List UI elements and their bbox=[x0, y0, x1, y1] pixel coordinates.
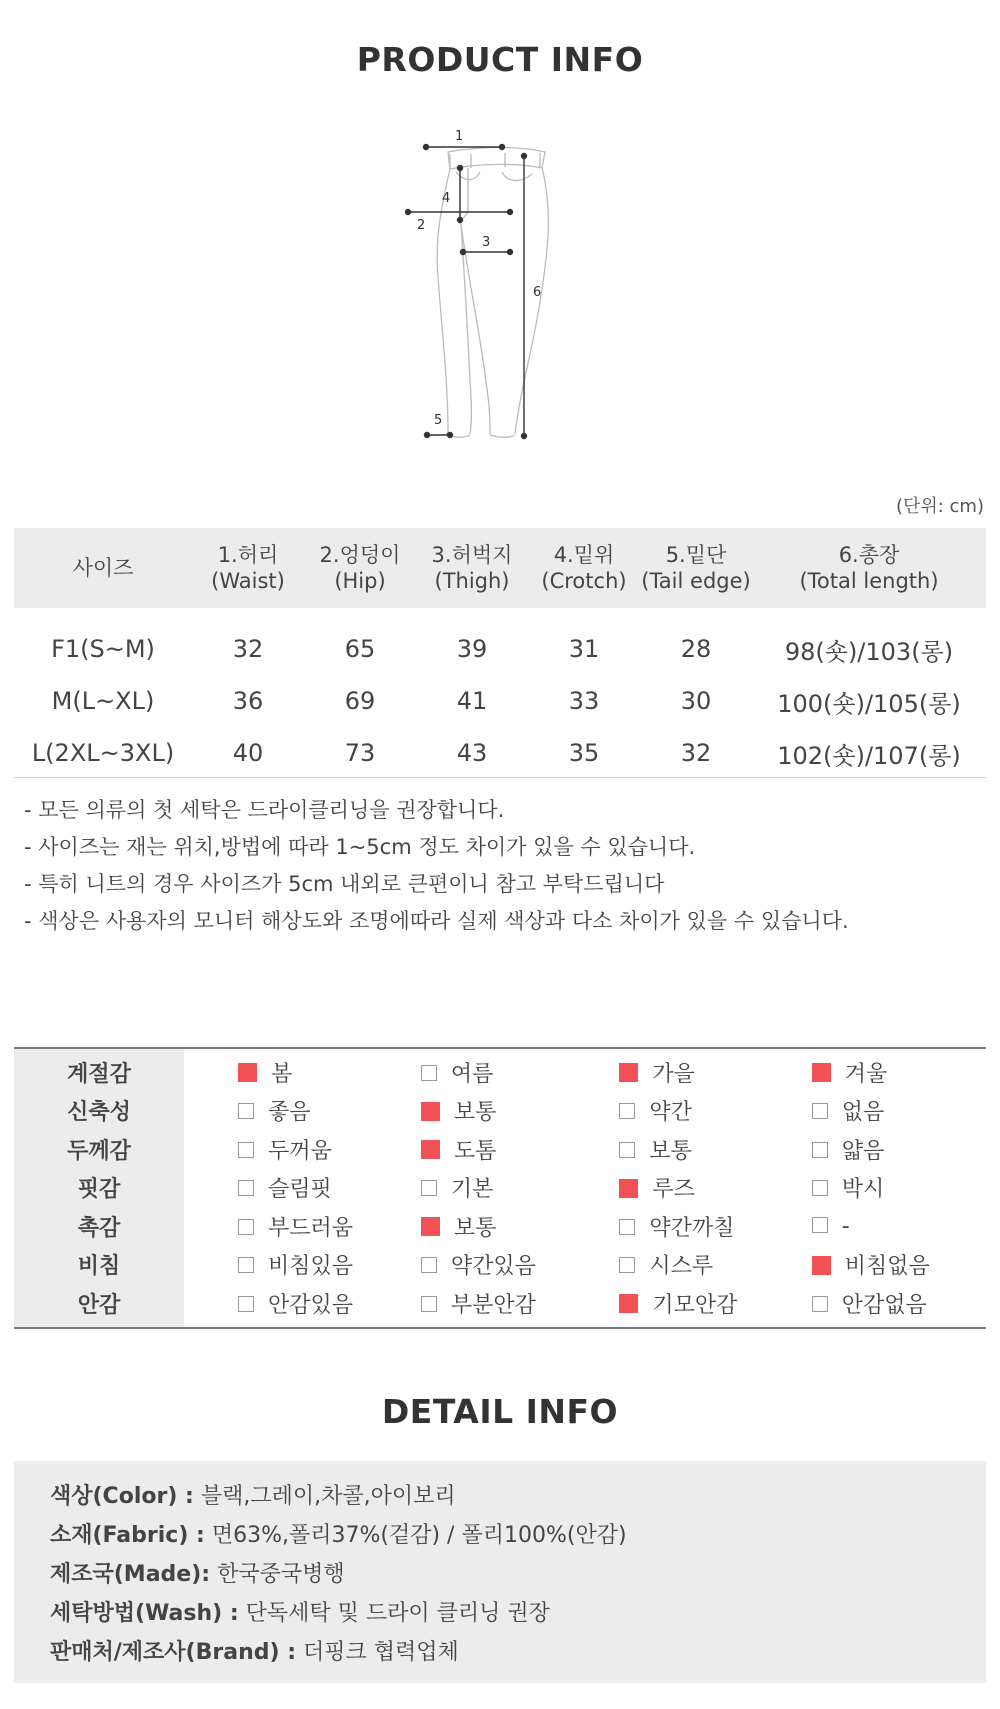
detail-row-wash bbox=[50, 1596, 550, 1627]
unchecked-box-icon bbox=[619, 1219, 635, 1235]
note-line: - 색상은 사용자의 모니터 해상도와 조명에따라 실제 색상과 다소 차이가 있을 수 있습니다. bbox=[24, 909, 849, 933]
checked-box-icon bbox=[812, 1063, 831, 1082]
detail-value: 더핑크 협력업체 bbox=[303, 1640, 459, 1665]
attribute-option bbox=[585, 1130, 785, 1169]
attribute-option bbox=[385, 1169, 585, 1208]
attribute-category: 비침 bbox=[14, 1246, 184, 1285]
header-cell: 6.총장 (Total length) bbox=[752, 528, 986, 608]
option-label: 슬림핏 bbox=[267, 1177, 332, 1203]
option-label: 약간있음 bbox=[450, 1254, 536, 1280]
size-row bbox=[14, 675, 986, 727]
checked-box-icon bbox=[421, 1102, 440, 1121]
product-info-title: PRODUCT INFO bbox=[356, 40, 644, 79]
option-label: 부드러움 bbox=[267, 1215, 353, 1241]
option-label: 두꺼움 bbox=[267, 1138, 332, 1164]
option-label: 봄 bbox=[270, 1061, 293, 1087]
diagram-label-4: 4 bbox=[442, 191, 451, 206]
diagram-label-2: 2 bbox=[417, 218, 426, 233]
crotch-cell: 35 bbox=[568, 739, 600, 767]
hip-cell: 65 bbox=[344, 635, 376, 663]
checked-box-icon bbox=[619, 1179, 638, 1198]
diagram-label-5: 5 bbox=[434, 413, 443, 428]
attribute-category: 신축성 bbox=[14, 1092, 184, 1131]
detail-row-fabric bbox=[50, 1518, 627, 1549]
diagram-label-6: 6 bbox=[533, 285, 542, 300]
attribute-row bbox=[14, 1049, 986, 1092]
option-label: 보통 bbox=[453, 1215, 497, 1241]
attribute-option bbox=[385, 1130, 585, 1169]
option-label: 좋음 bbox=[267, 1100, 311, 1126]
total-length-cell: 102(숏)/107(롱) bbox=[777, 741, 961, 770]
option-label: 비침있음 bbox=[267, 1254, 353, 1280]
unchecked-box-icon bbox=[812, 1217, 828, 1233]
attribute-option bbox=[385, 1092, 585, 1131]
attribute-category: 두께감 bbox=[14, 1130, 184, 1169]
checked-box-icon bbox=[238, 1063, 257, 1082]
attributes-section bbox=[14, 1047, 986, 1329]
tail-edge-cell: 28 bbox=[680, 635, 712, 663]
unchecked-box-icon bbox=[421, 1296, 437, 1312]
waist-cell: 36 bbox=[232, 687, 264, 715]
unchecked-box-icon bbox=[238, 1180, 254, 1196]
attribute-option bbox=[184, 1207, 385, 1246]
detail-row-brand bbox=[50, 1635, 459, 1666]
total-length-cell: 98(숏)/103(롱) bbox=[784, 637, 954, 666]
detail-value: 단독세탁 및 드라이 클리닝 권장 bbox=[245, 1601, 550, 1626]
note-line: - 특히 니트의 경우 사이즈가 5cm 내외로 큰편이니 참고 부탁드립니다 bbox=[24, 872, 665, 896]
diagram-label-1: 1 bbox=[455, 129, 464, 144]
tail-edge-cell: 30 bbox=[680, 687, 712, 715]
attribute-option bbox=[385, 1246, 585, 1285]
size-row bbox=[14, 727, 986, 788]
option-label: 도톰 bbox=[453, 1138, 497, 1164]
crotch-cell: 31 bbox=[568, 635, 600, 663]
unchecked-box-icon bbox=[619, 1103, 635, 1119]
detail-value: 면63%,폴리37%(겉감) / 폴리100%(안감) bbox=[211, 1523, 627, 1548]
option-label: 기본 bbox=[450, 1177, 494, 1203]
unchecked-box-icon bbox=[619, 1142, 635, 1158]
unchecked-box-icon bbox=[238, 1296, 254, 1312]
option-label: 루즈 bbox=[652, 1177, 695, 1203]
tail-edge-cell: 32 bbox=[680, 739, 712, 767]
table-divider bbox=[14, 777, 986, 778]
unchecked-box-icon bbox=[421, 1065, 437, 1081]
attribute-row bbox=[14, 1246, 986, 1285]
unchecked-box-icon bbox=[812, 1296, 828, 1312]
pants-measurement-diagram bbox=[417, 129, 620, 490]
attribute-category: 핏감 bbox=[14, 1169, 184, 1208]
option-label: 가을 bbox=[652, 1061, 695, 1087]
header-cell: 5.밑단 (Tail edge) bbox=[640, 528, 752, 608]
detail-label: 세탁방법(Wash) : bbox=[50, 1601, 239, 1626]
attribute-option bbox=[786, 1049, 986, 1092]
unchecked-box-icon bbox=[421, 1257, 437, 1273]
checked-box-icon bbox=[421, 1140, 440, 1159]
hip-cell: 73 bbox=[344, 739, 376, 767]
size-cell: F1(S~M) bbox=[51, 635, 155, 663]
checked-box-icon bbox=[421, 1217, 440, 1236]
unchecked-box-icon bbox=[812, 1180, 828, 1196]
attribute-option bbox=[786, 1169, 986, 1208]
total-length-cell: 100(숏)/105(롱) bbox=[777, 689, 961, 718]
crotch-cell: 33 bbox=[568, 687, 600, 715]
attribute-option bbox=[385, 1284, 585, 1327]
note-line: - 모든 의류의 첫 세탁은 드라이클리닝을 권장합니다. bbox=[24, 798, 505, 822]
size-table bbox=[14, 528, 986, 788]
option-label: 없음 bbox=[841, 1100, 885, 1126]
hip-cell: 69 bbox=[344, 687, 376, 715]
waist-cell: 32 bbox=[232, 635, 264, 663]
detail-label: 소재(Fabric) : bbox=[50, 1523, 205, 1548]
attribute-row bbox=[14, 1207, 986, 1246]
header-cell: 1.허리 (Waist) bbox=[192, 528, 304, 608]
attribute-option bbox=[184, 1092, 385, 1131]
attribute-row bbox=[14, 1169, 986, 1208]
unchecked-box-icon bbox=[812, 1103, 828, 1119]
detail-label: 제조국(Made): bbox=[50, 1562, 211, 1587]
option-label: 여름 bbox=[450, 1061, 494, 1087]
attribute-option bbox=[184, 1049, 385, 1092]
header-cell: 2.엉덩이 (Hip) bbox=[304, 528, 416, 608]
detail-label: 판매처/제조사(Brand) : bbox=[50, 1640, 296, 1665]
option-label: 비침없음 bbox=[844, 1254, 930, 1280]
option-label: 약간 bbox=[649, 1100, 692, 1126]
attribute-option bbox=[585, 1246, 785, 1285]
attribute-option bbox=[585, 1049, 785, 1092]
detail-value: 한국중국병행 bbox=[217, 1562, 345, 1587]
care-notes bbox=[24, 792, 849, 940]
option-label: 부분안감 bbox=[450, 1292, 536, 1318]
attribute-option bbox=[184, 1169, 385, 1208]
thigh-cell: 39 bbox=[456, 635, 488, 663]
unchecked-box-icon bbox=[812, 1142, 828, 1158]
attribute-option bbox=[786, 1092, 986, 1131]
attribute-category: 계절감 bbox=[14, 1049, 184, 1092]
attribute-option bbox=[585, 1284, 785, 1327]
option-label: 겨울 bbox=[844, 1061, 888, 1087]
size-row bbox=[14, 608, 986, 675]
waist-cell: 40 bbox=[232, 739, 264, 767]
option-label: 기모안감 bbox=[652, 1292, 738, 1318]
unchecked-box-icon bbox=[421, 1180, 437, 1196]
unchecked-box-icon bbox=[238, 1142, 254, 1158]
attribute-row bbox=[14, 1130, 986, 1169]
attribute-category: 안감 bbox=[14, 1284, 184, 1327]
attribute-option bbox=[184, 1246, 385, 1285]
option-label: 시스루 bbox=[649, 1254, 714, 1280]
thigh-cell: 43 bbox=[456, 739, 488, 767]
attribute-category: 촉감 bbox=[14, 1207, 184, 1246]
attribute-option bbox=[585, 1207, 785, 1246]
unchecked-box-icon bbox=[238, 1103, 254, 1119]
attribute-option bbox=[786, 1246, 986, 1285]
attribute-option bbox=[786, 1130, 986, 1169]
size-table-header bbox=[14, 528, 986, 608]
attribute-option bbox=[385, 1049, 585, 1092]
attribute-option bbox=[786, 1207, 986, 1246]
checked-box-icon bbox=[812, 1256, 831, 1275]
header-cell: 3.허벅지 (Thigh) bbox=[416, 528, 528, 608]
attribute-option bbox=[786, 1284, 986, 1327]
option-label: 보통 bbox=[453, 1100, 497, 1126]
attribute-option bbox=[184, 1284, 385, 1327]
attribute-row bbox=[14, 1092, 986, 1131]
size-cell: L(2XL~3XL) bbox=[31, 739, 175, 767]
unchecked-box-icon bbox=[619, 1257, 635, 1273]
checked-box-icon bbox=[619, 1063, 638, 1082]
size-cell: M(L~XL) bbox=[51, 687, 155, 715]
detail-row-made bbox=[50, 1557, 345, 1588]
diagram-label-3: 3 bbox=[482, 235, 491, 250]
unchecked-box-icon bbox=[238, 1257, 254, 1273]
checked-box-icon bbox=[619, 1294, 638, 1313]
option-label: - bbox=[841, 1213, 850, 1239]
option-label: 보통 bbox=[649, 1138, 692, 1164]
option-label: 약간까칠 bbox=[649, 1215, 735, 1241]
note-line: - 사이즈는 재는 위치,방법에 따라 1~5cm 정도 차이가 있을 수 있습니다. bbox=[24, 835, 696, 859]
header-cell: 4.밑위 (Crotch) bbox=[528, 528, 640, 608]
attribute-row bbox=[14, 1284, 986, 1327]
attribute-option bbox=[585, 1169, 785, 1208]
option-label: 안감없음 bbox=[841, 1292, 927, 1318]
thigh-cell: 41 bbox=[456, 687, 488, 715]
detail-info-box bbox=[14, 1461, 986, 1683]
attribute-option bbox=[585, 1092, 785, 1131]
unchecked-box-icon bbox=[238, 1219, 254, 1235]
detail-row-color bbox=[50, 1479, 456, 1510]
detail-info-title: DETAIL INFO bbox=[381, 1392, 619, 1431]
header-cell: 사이즈 bbox=[14, 528, 192, 608]
detail-value: 블랙,그레이,차콜,아이보리 bbox=[200, 1484, 456, 1509]
detail-label: 색상(Color) : bbox=[50, 1484, 194, 1509]
attributes-table bbox=[14, 1049, 986, 1327]
option-label: 얇음 bbox=[841, 1138, 885, 1164]
unit-label: (단위: cm) bbox=[895, 496, 984, 517]
attribute-option bbox=[184, 1130, 385, 1169]
attribute-option bbox=[385, 1207, 585, 1246]
option-label: 박시 bbox=[841, 1177, 885, 1203]
option-label: 안감있음 bbox=[267, 1292, 353, 1318]
